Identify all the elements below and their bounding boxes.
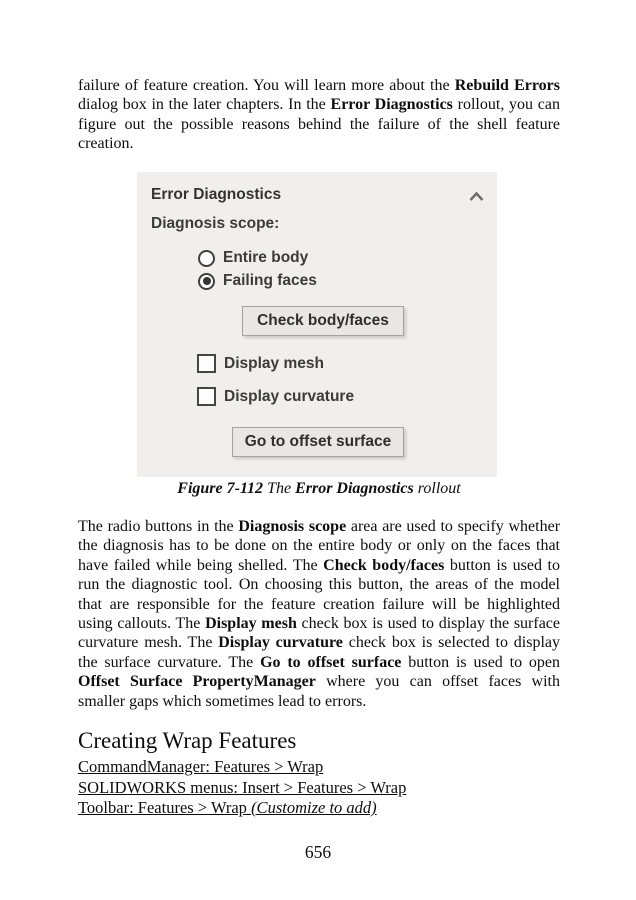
access-path-toolbar: Toolbar: Features > Wrap (Customize to add): [78, 798, 377, 817]
checkbox-label: Display mesh: [224, 354, 324, 372]
rollout-title: Error Diagnostics: [151, 186, 282, 203]
tool-access-paths: [78, 757, 560, 819]
paragraph-description: The radio buttons in the Diagnosis scope area are used to specify whether the diagnosis has to be done on the entire body or only on the faces that have failed while being shelled. The Check body/faces button is used to run the diagnostic tool. On choosing this button, the areas of the model that are responsible for the feature creation failure will be highlighted using callouts. The Display mesh check box is used to display the surface curvature mesh. The Display curvature check box is selected to display the surface curvature. The Go to offset surface button is used to open Offset Surface PropertyManager where you can offset faces with smaller gaps which sometimes lead to errors.: [78, 518, 561, 710]
rollout-header: [151, 184, 485, 206]
access-path-commandmanager: CommandManager: Features > Wrap: [78, 757, 324, 776]
radio-label: Entire body: [223, 249, 309, 266]
check-body-faces-button: Check body/faces: [242, 306, 404, 336]
page-number: 656: [304, 842, 332, 862]
radio-label: Failing faces: [223, 272, 317, 289]
diagnosis-scope-label: Diagnosis scope:: [151, 215, 280, 232]
checkbox-option-display-mesh: [197, 354, 324, 373]
paragraph-intro: failure of feature creation. You will learn more about the Rebuild Errors dialog box in the later chapters. In the Error Diagnostics rollout, you can figure out the possible reasons behind the failure of the shell feature creation.: [78, 77, 561, 153]
checkbox-icon: [197, 387, 216, 406]
section-heading: Creating Wrap Features: [78, 728, 297, 753]
radio-option-entire-body: [198, 249, 308, 267]
radio-option-failing-faces: [198, 272, 317, 290]
checkbox-label: Display curvature: [224, 387, 355, 405]
figure-caption: Figure 7-112 The Error Diagnostics rollout: [177, 480, 461, 497]
figure-error-diagnostics-rollout: [137, 172, 497, 477]
radio-button-selected-icon: [198, 273, 215, 290]
chevron-up-icon: [468, 191, 485, 202]
checkbox-icon: [197, 354, 216, 373]
radio-button-icon: [198, 250, 215, 267]
go-to-offset-surface-button: Go to offset surface: [232, 427, 404, 457]
checkbox-option-display-curvature: [197, 387, 354, 406]
access-path-menus: SOLIDWORKS menus: Insert > Features > Wrap: [78, 777, 407, 797]
